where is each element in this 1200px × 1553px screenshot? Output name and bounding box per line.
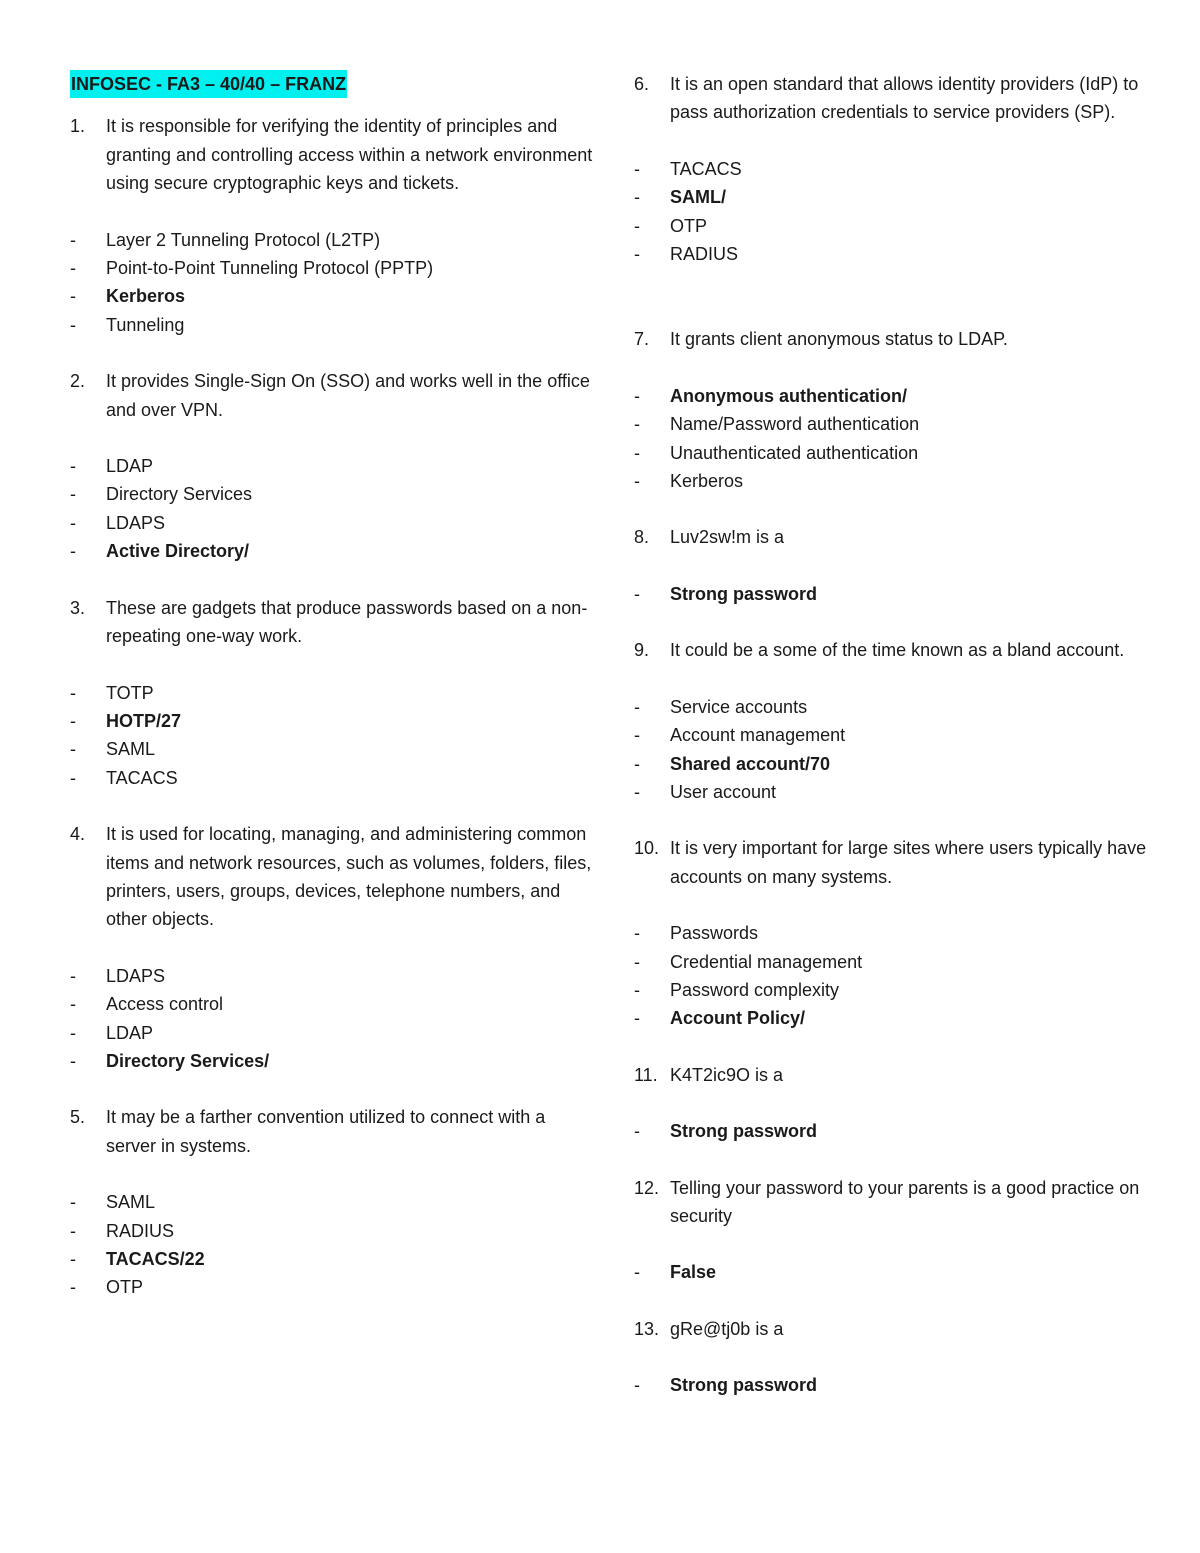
answer-text: Password complexity — [670, 979, 840, 1000]
answer-text: Name/Password authentication — [670, 414, 920, 435]
dash-bullet-icon: - — [70, 994, 76, 1015]
answer-option — [70, 226, 600, 254]
answer-text: Unauthenticated authentication — [670, 442, 919, 463]
answer-text: Layer 2 Tunneling Protocol (L2TP) — [106, 229, 381, 250]
answer-text: TOTP — [106, 682, 154, 703]
correct-answer-text: Active Directory/ — [106, 541, 250, 562]
answer-text: LDAPS — [106, 965, 166, 986]
answer-text: Kerberos — [670, 471, 744, 492]
dash-bullet-icon: - — [634, 725, 640, 746]
answer-text: LDAP — [106, 1022, 154, 1043]
answer-options — [70, 962, 600, 1076]
dash-bullet-icon: - — [634, 583, 640, 604]
answer-option — [70, 254, 600, 282]
dash-bullet-icon: - — [634, 158, 640, 179]
question-row — [634, 1315, 1179, 1343]
answer-option — [634, 1258, 1179, 1286]
question-number: 6. — [634, 74, 650, 94]
question-number: 1. — [70, 116, 86, 137]
answer-text: Account management — [670, 725, 846, 746]
correct-answer-text: Account Policy/ — [670, 1008, 806, 1029]
question-text: It is an open standard that allows identity providers (IdP) to pass authorization credentials to service providers (SP). — [670, 74, 1139, 123]
answer-option — [634, 976, 1179, 1004]
answer-options — [634, 919, 1179, 1033]
dash-bullet-icon: - — [634, 442, 640, 463]
question-item — [634, 523, 1179, 608]
answer-option — [634, 1117, 1179, 1145]
correct-answer-text: False — [670, 1262, 717, 1283]
answer-option — [634, 750, 1179, 778]
question-item — [634, 1174, 1179, 1287]
answer-option — [634, 382, 1179, 410]
answer-options — [634, 1371, 1179, 1399]
question-item — [634, 325, 1179, 495]
correct-answer-text: Anonymous authentication/ — [670, 385, 908, 406]
answer-option — [70, 1217, 600, 1245]
answer-options — [634, 382, 1179, 496]
dash-bullet-icon: - — [634, 385, 640, 406]
dash-bullet-icon: - — [70, 541, 76, 562]
answer-options — [70, 226, 600, 340]
dash-bullet-icon: - — [634, 951, 640, 972]
answer-option — [70, 1019, 600, 1047]
left-question-list — [70, 112, 600, 1301]
document-title: INFOSEC - FA3 – 40/40 – FRANZ — [70, 70, 347, 98]
question-text: It could be a some of the time known as a bland account. — [670, 640, 1125, 661]
answer-option — [70, 311, 600, 339]
answer-text: Directory Services — [106, 484, 253, 505]
answer-options — [634, 580, 1179, 608]
answer-text: SAML — [106, 739, 156, 760]
answer-text: LDAP — [106, 456, 154, 477]
dash-bullet-icon: - — [70, 965, 76, 986]
answer-option — [634, 580, 1179, 608]
question-text: It grants client anonymous status to LDAP. — [670, 329, 1008, 350]
dash-bullet-icon: - — [634, 979, 640, 1000]
question-number: 13. — [634, 1318, 660, 1339]
answer-option — [634, 467, 1179, 495]
answer-option — [634, 693, 1179, 721]
answer-text: OTP — [106, 1277, 144, 1298]
answer-option — [70, 480, 600, 508]
answer-option — [70, 452, 600, 480]
answer-option — [634, 212, 1179, 240]
answer-option — [70, 990, 600, 1018]
dash-bullet-icon: - — [70, 1220, 76, 1241]
question-number: 11. — [634, 1064, 658, 1085]
correct-answer-text: SAML/ — [670, 187, 726, 208]
answer-options — [634, 693, 1179, 807]
question-text: K4T2ic9O is a — [670, 1064, 784, 1085]
answer-text: Tunneling — [106, 314, 185, 335]
dash-bullet-icon: - — [70, 710, 76, 731]
answer-option — [634, 155, 1179, 183]
dash-bullet-icon: - — [634, 781, 640, 802]
answer-text: Access control — [106, 994, 224, 1015]
dash-bullet-icon: - — [634, 471, 640, 492]
correct-answer-text: TACACS/22 — [106, 1249, 205, 1269]
correct-answer-text: Kerberos — [106, 286, 186, 307]
answer-option — [70, 707, 600, 735]
question-number: 12. — [634, 1177, 660, 1198]
dash-bullet-icon: - — [70, 456, 76, 477]
question-item — [634, 834, 1179, 1032]
answer-option — [70, 1188, 600, 1216]
answer-option — [634, 439, 1179, 467]
answer-text: RADIUS — [670, 244, 739, 265]
question-number: 7. — [634, 329, 650, 350]
correct-answer-text: Directory Services/ — [106, 1050, 270, 1071]
answer-option — [634, 778, 1179, 806]
answer-options — [70, 1188, 600, 1302]
question-text: gRe@tj0b is a — [670, 1318, 784, 1339]
question-row — [70, 367, 600, 424]
answer-option — [70, 1047, 600, 1075]
question-number: 10. — [634, 838, 660, 859]
dash-bullet-icon: - — [70, 1022, 76, 1043]
question-item — [634, 70, 1179, 268]
answer-option — [634, 1004, 1179, 1032]
correct-answer-text: HOTP/27 — [106, 710, 182, 731]
dash-bullet-icon: - — [70, 1277, 76, 1298]
question-row — [70, 594, 600, 651]
left-column — [70, 70, 600, 1330]
question-number: 5. — [70, 1107, 86, 1128]
dash-bullet-icon: - — [70, 229, 76, 250]
dash-bullet-icon: - — [70, 258, 76, 279]
answer-option — [634, 1371, 1179, 1399]
question-item — [70, 594, 600, 792]
correct-answer-text: Strong password — [670, 1375, 818, 1396]
dash-bullet-icon: - — [634, 1121, 640, 1142]
dash-bullet-icon: - — [70, 767, 76, 788]
question-item — [70, 820, 600, 1075]
question-text: It is used for locating, managing, and administering common items and network resources, such as volumes, folders, files, printers, users, groups, devices, telephone numbers, and other objects. — [106, 824, 592, 930]
question-row — [70, 112, 600, 197]
dash-bullet-icon: - — [70, 739, 76, 760]
answer-options — [70, 679, 600, 793]
answer-option — [70, 1245, 600, 1273]
dash-bullet-icon: - — [70, 1050, 76, 1071]
answer-text: LDAPS — [106, 512, 166, 533]
question-item — [70, 1103, 600, 1301]
dash-bullet-icon: - — [634, 1008, 640, 1029]
answer-options — [634, 1117, 1179, 1145]
answer-option — [70, 537, 600, 565]
dash-bullet-icon: - — [70, 314, 76, 335]
dash-bullet-icon: - — [634, 1262, 640, 1283]
dash-bullet-icon: - — [70, 1249, 76, 1269]
question-row — [70, 820, 600, 934]
answer-option — [70, 1273, 600, 1301]
answer-option — [70, 679, 600, 707]
question-item — [70, 367, 600, 565]
question-item — [634, 636, 1179, 806]
answer-option — [634, 721, 1179, 749]
question-text: It is very important for large sites where users typically have accounts on many systems. — [670, 838, 1147, 887]
question-row — [634, 325, 1179, 353]
answer-option — [70, 735, 600, 763]
answer-options — [70, 452, 600, 566]
question-row — [634, 834, 1179, 891]
answer-text: Point-to-Point Tunneling Protocol (PPTP) — [106, 258, 434, 279]
dash-bullet-icon: - — [634, 187, 640, 208]
answer-option — [634, 948, 1179, 976]
question-text: Luv2sw!m is a — [670, 527, 785, 548]
answer-options — [634, 1258, 1179, 1286]
answer-option — [70, 764, 600, 792]
answer-options — [634, 155, 1179, 269]
answer-option — [634, 240, 1179, 268]
question-item — [634, 1061, 1179, 1146]
answer-text: Service accounts — [670, 696, 808, 717]
question-row — [70, 1103, 600, 1160]
question-number: 8. — [634, 527, 650, 548]
answer-text: SAML — [106, 1192, 156, 1213]
question-row — [634, 523, 1179, 551]
answer-text: OTP — [670, 215, 708, 236]
answer-option — [70, 282, 600, 310]
dash-bullet-icon: - — [634, 1375, 640, 1396]
answer-text: RADIUS — [106, 1220, 175, 1241]
answer-option — [70, 509, 600, 537]
dash-bullet-icon: - — [634, 753, 640, 774]
dash-bullet-icon: - — [70, 682, 76, 703]
answer-option — [70, 962, 600, 990]
answer-option — [634, 183, 1179, 211]
question-text: It is responsible for verifying the identity of principles and granting and controlling access within a network environment using secure cryptographic keys and tickets. — [106, 116, 593, 194]
dash-bullet-icon: - — [70, 512, 76, 533]
dash-bullet-icon: - — [70, 484, 76, 505]
answer-option — [634, 919, 1179, 947]
answer-text: TACACS — [670, 158, 742, 179]
question-item — [634, 1315, 1179, 1400]
dash-bullet-icon: - — [70, 1192, 76, 1213]
question-row — [634, 1061, 1179, 1089]
right-column — [634, 70, 1179, 1428]
dash-bullet-icon: - — [634, 215, 640, 236]
question-row — [634, 1174, 1179, 1231]
right-question-list — [634, 70, 1179, 1400]
question-text: Telling your password to your parents is a good practice on security — [670, 1177, 1140, 1226]
answer-option — [634, 410, 1179, 438]
correct-answer-text: Strong password — [670, 583, 818, 604]
question-number: 3. — [70, 597, 86, 618]
question-number: 4. — [70, 824, 86, 845]
correct-answer-text: Strong password — [670, 1121, 818, 1142]
dash-bullet-icon: - — [634, 696, 640, 717]
answer-text: TACACS — [106, 767, 178, 788]
question-number: 9. — [634, 640, 650, 661]
dash-bullet-icon: - — [634, 923, 640, 944]
question-text: It may be a farther convention utilized to connect with a server in systems. — [106, 1107, 546, 1156]
answer-text: Passwords — [670, 923, 759, 944]
answer-text: User account — [670, 781, 777, 802]
dash-bullet-icon: - — [634, 244, 640, 265]
question-number: 2. — [70, 371, 86, 392]
correct-answer-text: Shared account/70 — [670, 753, 831, 774]
dash-bullet-icon: - — [70, 286, 76, 307]
question-row — [634, 636, 1179, 664]
question-row — [634, 70, 1179, 127]
answer-text: Credential management — [670, 951, 863, 972]
question-text: These are gadgets that produce passwords based on a non-repeating one-way work. — [106, 597, 588, 647]
question-text: It provides Single-Sign On (SSO) and works well in the office and over VPN. — [106, 371, 590, 420]
question-item — [70, 112, 600, 339]
dash-bullet-icon: - — [634, 414, 640, 435]
